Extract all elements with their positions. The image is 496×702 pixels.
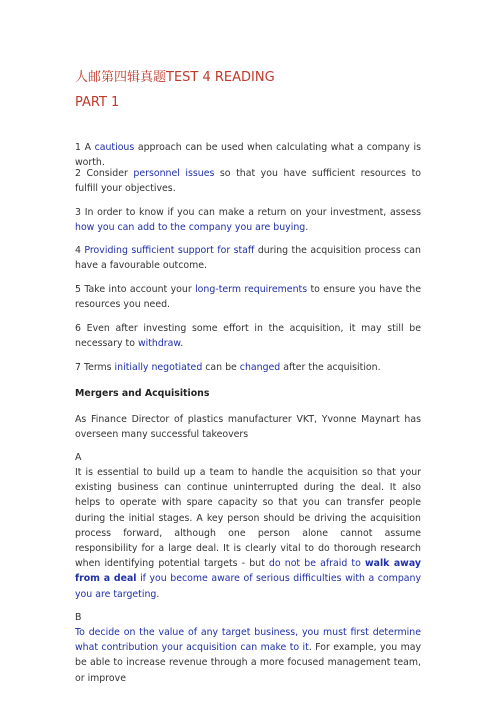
section-b-text: To decide on the value of any target business, you must first determine what contribution your acquisition can make to it. For example, you may be able to increase revenue through a more focused management team, or improve — [75, 627, 422, 684]
article-intro: As Finance Director of plastics manufacturer VKT, Yvonne Maynart has overseen many successful takeovers — [75, 414, 421, 441]
section-b-label: B — [75, 612, 82, 623]
statement-2: 2 Consider personnel issues so that you have sufficient resources to fulfill your objectives. — [75, 168, 421, 195]
section-a-label: A — [75, 452, 82, 463]
statement-3: 3 In order to know if you can make a return on your investment, assess how you can add to the company you are buying. — [75, 207, 422, 234]
statement-5: 5 Take into account your long-term requirements to ensure you have the resources you need. — [75, 284, 421, 311]
section-a-text: It is essential to build up a team to handle the acquisition so that your existing business can continue uninterrupted during the deal. It also helps to operate with spare capacity so that you can transfer people during the initial stages. A key person should be driving the acquisition process forward, although one person alone cannot assume responsibility for a large deal. It is clearly vital to do thorough research when identifying potential targets - but do not be afraid to walk away from a deal if you become aware of serious difficulties with a company you are targeting. — [75, 467, 421, 600]
statement-6: 6 Even after investing some effort in the acquisition, it may still be necessary to withdraw. — [75, 323, 421, 350]
document-title: 人邮第四辑真题TEST 4 READING — [75, 70, 275, 85]
article-heading: Mergers and Acquisitions — [75, 388, 210, 399]
statement-4: 4 Providing sufficient support for staff during the acquisition process can have a favourable outcome. — [75, 245, 421, 272]
statement-1: 1 A cautious approach can be used when calculating what a company is worth. — [75, 142, 422, 169]
part-heading: PART 1 — [75, 95, 120, 110]
statement-7: 7 Terms initially negotiated can be changed after the acquisition. — [75, 362, 381, 373]
